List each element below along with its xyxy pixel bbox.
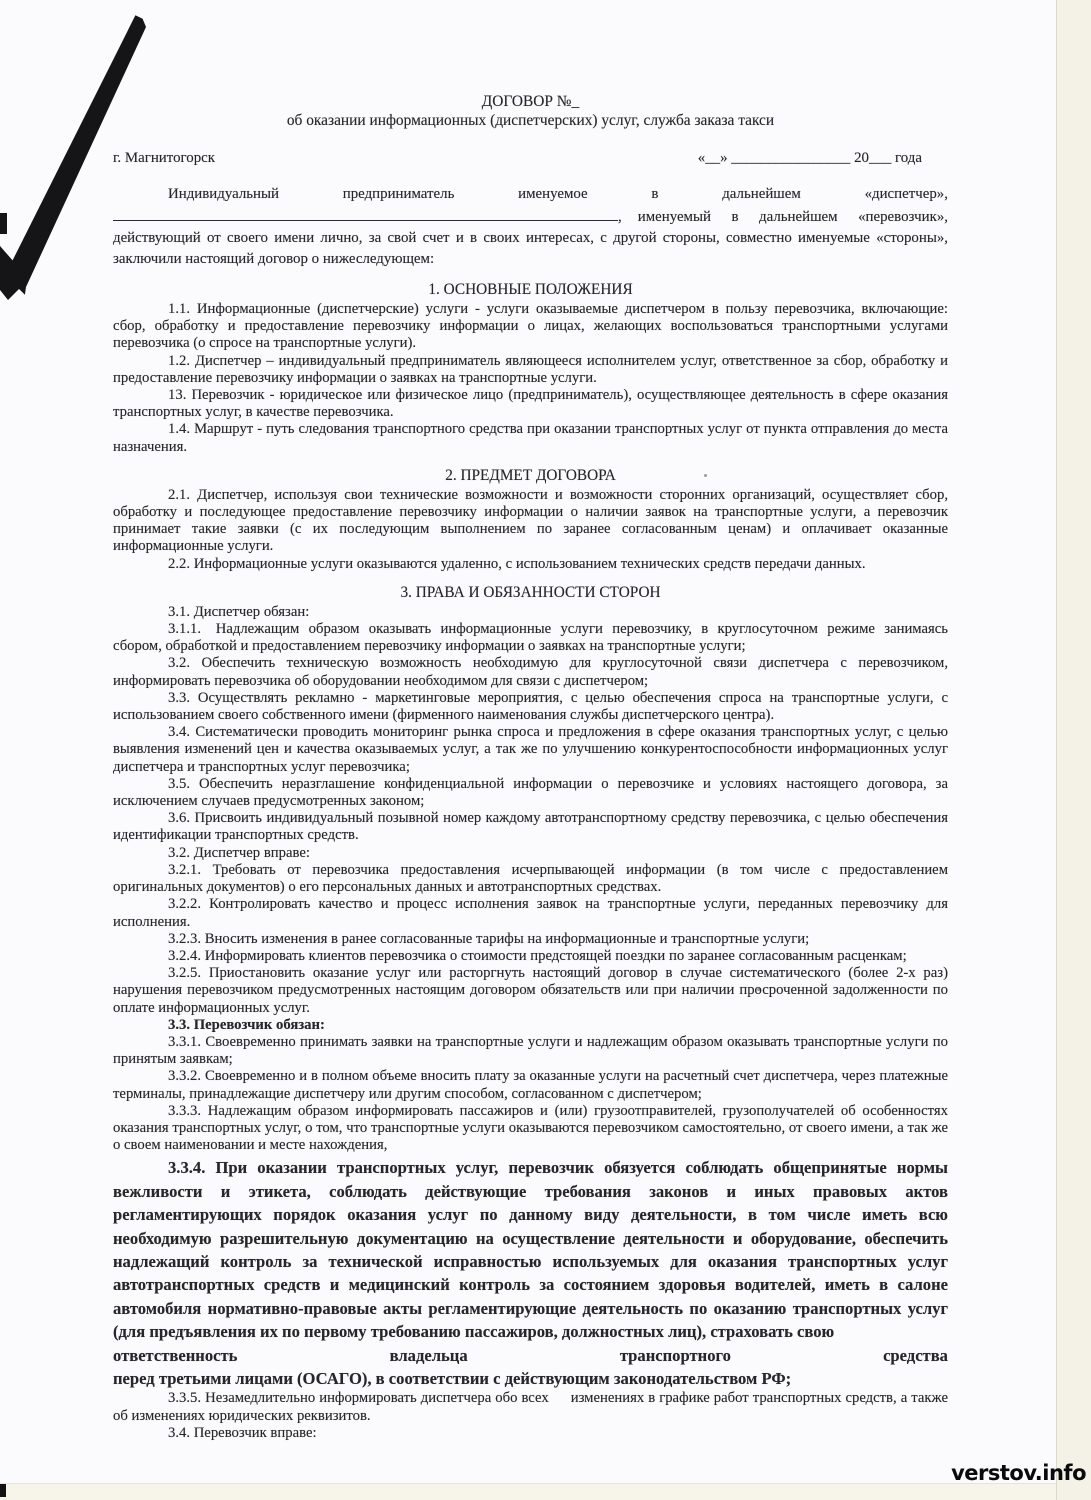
clause-3-3-2: 3.3.2. Своевременно и в полном объеме вносить плату за оказанные услуги на расчетный счет диспетчера, через платежные терминалы, принадлежащие диспетчеру или другим способом, согласованном с диспетчером; (113, 1068, 948, 1102)
clause-3-2-2: 3.2.2. Контролировать качество и процесс исполнения заявок на транспортные услуги, переданных перевозчику для исполнения. (113, 896, 948, 930)
section-3-heading: 3. ПРАВА И ОБЯЗАННОСТИ СТОРОН (400, 583, 661, 601)
preamble-continuation: действующий от своего имени лично, за свой счет и в своих интересах, с другой стороны, совместно именуемые «стороны», заключили настоящий договор о нижеследующем: (113, 230, 948, 267)
preamble-blank-line (113, 205, 948, 228)
scan-corner-mark (0, 1484, 6, 1497)
word: предприниматель (342, 186, 455, 202)
word: транспортного (619, 1345, 731, 1365)
word: в (731, 209, 739, 225)
word: средства (883, 1345, 948, 1365)
city-label: г. Магнитогорск (113, 150, 215, 166)
word: «диспетчер», (864, 186, 948, 202)
document-subtitle: об оказании информационных (диспетчерских) услуг, служба заказа такси (286, 112, 775, 129)
paper-edge-bottom (0, 1483, 1056, 1500)
document-content (113, 0, 948, 1442)
clause-3-3-1: 3.3.1. Своевременно принимать заявки на транспортные услуги и надлежащим образом оказывать транспортные услуги по принятым заявкам; (113, 1033, 948, 1068)
date-blank: «__» ________________ 20___ года (697, 150, 922, 166)
clause-3-3-4-spread-line (113, 1344, 948, 1367)
preamble-parties-line (113, 184, 948, 205)
comma: , (618, 209, 622, 225)
clause-1-1: 1.1. Информационные (диспетчерские) услуги - услуги оказываемые диспетчером в пользу перевозчика, включающие: сбор, обработку и предоставление перевозчику информации о лицах, желающих воспользоваться транспортными услугами перевозчика (о спросе на транспортные услуги). (113, 301, 948, 352)
word: дальнейшем (722, 186, 801, 202)
clause-3-4-rights: 3.4. Перевозчик вправе: (168, 1424, 317, 1441)
word: в (651, 186, 659, 202)
section-2-heading: 2. ПРЕДМЕТ ДОГОВОРА (445, 466, 616, 484)
word: ответственность (113, 1345, 238, 1365)
clause-3-3-duties-heading: 3.3. Перевозчик обязан: (168, 1016, 325, 1033)
clause-1-3: 13. Перевозчик - юридическое или физическое лицо (предприниматель), осуществляющее деятельность в сфере оказания транспортных услуг, в качестве перевозчика. (113, 387, 948, 421)
clause-3-6: 3.6. Присвоить индивидуальный позывной номер каждому автотранспортному средству перевозчика, с целью обеспечения идентификации транспортных средств. (113, 810, 948, 844)
clause-3-3-4-tail: перед третьими лицами (ОСАГО), в соответствии с действующим законодательством РФ; (113, 1369, 792, 1388)
document-title: ДОГОВОР №_ (481, 93, 580, 110)
word: дальнейшем (759, 209, 838, 225)
clause-2-1: 2.1. Диспетчер, используя свои технические возможности и возможности сторонних организаций, осуществляет сбор, обработку и последующее предоставление перевозчику информации о наличии заявок на транспортные услуги, а перевозчик принимает такие заявки (с их последующим выполнением по заранее согласованным ценам) и оплачивает оказанные информационные услуги. (113, 486, 948, 555)
clause-1-2: 1.2. Диспетчер – индивидуальный предприниматель являющееся исполнителем услуг, ответственное за сбор, обработку и предоставление перевозчику информации о заявках на транспортные услуги. (113, 352, 948, 386)
clause-3-2-5: 3.2.5. Приостановить оказание услуг или расторгнуть настоящий договор в случае систематического (более 2-х раз) нарушения перевозчиком предусмотренных настоящим договором обязательств или при наличии просроченной задолженности по оплате информационных услуг. (113, 965, 948, 1016)
word: Индивидуальный (168, 186, 279, 202)
clause-3-1-1: 3.1.1. Надлежащим образом оказывать информационные услуги перевозчику, в круглосуточном режиме занимаясь сбором, обработкой и предоставлением перевозчику информации о заявках на транспортные услуги; (113, 621, 948, 655)
clause-3-2-rights: 3.2. Диспетчер вправе: (168, 844, 310, 861)
city-date-row (113, 148, 948, 169)
clause-3-2-4: 3.2.4. Информировать клиентов перевозчика о стоимости предстоящей поездки по заранее согласованным расценкам; (168, 947, 907, 964)
clause-3-3-3: 3.3.3. Надлежащим образом информировать пассажиров и (или) грузоотправителей, грузополучателей об особенностях оказания транспортных услуг, о том, что транспортные услуги оказываются перевозчиком самостоятельно, от своего имени, а так же о своем наименовании и месте нахождения, (113, 1102, 948, 1154)
clause-3-3-5: 3.3.5. Незамедлительно информировать диспетчера обо всех изменениях в графике работ транспортных средств, а также об изменениях юридических реквизитов. (113, 1390, 948, 1424)
clause-2-2: 2.2. Информационные услуги оказываются удаленно, с использованием технических средств передачи данных. (168, 555, 866, 572)
clause-1-4: 1.4. Маршрут - путь следования транспортного средства при оказании транспортных услуг от пункта отправления до места назначения. (113, 421, 948, 455)
clause-3-3-4: 3.3.4. При оказании транспортных услуг, перевозчик обязуется соблюдать общепринятые нормы вежливости и этикета, соблюдать действующие требования законов и иных правовых актов регламентирующих порядок оказания услуг по данному виду деятельности, в том числе иметь всю необходимую разрешительную документацию на осуществление деятельности и оборудование, обеспечить надлежащий контроль за технической исправностью используемых для оказания транспортных услуг автотранспортных средств и медицинский контроль за состоянием здоровья водителей, иметь в салоне автомобиля нормативно-правовые акты регламентирующие деятельность по оказанию транспортных услуг (для предъявления их по первому требованию пассажиров, должностных лиц), страховать свою (113, 1158, 948, 1342)
word: именуемое (518, 186, 588, 202)
clause-3-5: 3.5. Обеспечить неразглашение конфиденциальной информации о перевозчике и условиях настоящего договора, за исключением случаев предусмотренных законом; (113, 775, 948, 810)
clause-3-3: 3.3. Осуществлять рекламно - маркетинговые мероприятия, с целью обеспечения спроса на транспортные услуги, с использованием своего собственного имени (фирменного наименования службы диспетчерского центра). (113, 689, 948, 724)
paper-edge-right (1056, 0, 1091, 1500)
preamble-carrier-words (622, 207, 948, 228)
word: владельца (389, 1345, 468, 1365)
clause-3-1: 3.1. Диспетчер обязан: (168, 603, 310, 620)
preamble (113, 184, 948, 270)
clause-3-4: 3.4. Систематически проводить мониторинг рынка спроса и предложения в сфере оказания транспортных услуг, с целью выявления изменений цен и качества оказываемых услуг, а так же по улучшению конкурентоспособности информационных услуг диспетчера и транспортных услуг перевозчика; (113, 724, 948, 775)
name-blank-field (113, 205, 618, 221)
clause-3-2: 3.2. Обеспечить техническую возможность необходимую для круглосуточной связи диспетчера с перевозчиком, информировать перевозчика об оборудовании необходимом для связи с диспетчером; (113, 655, 948, 689)
clause-3-2-3: 3.2.3. Вносить изменения в ранее согласованные тарифы на информационные и транспортные услуги; (168, 930, 810, 947)
word: именуемый (637, 209, 711, 225)
watermark: verstov.info (951, 1461, 1086, 1485)
clause-3-2-1: 3.2.1. Требовать от перевозчика предоставления исчерпывающей информации (в том числе с предоставлением оригинальных документов) о его персональных данных и автотранспортных средствах. (113, 861, 948, 896)
section-1-heading: 1. ОСНОВНЫЕ ПОЛОЖЕНИЯ (428, 281, 633, 298)
word: «перевозчик», (858, 209, 948, 225)
